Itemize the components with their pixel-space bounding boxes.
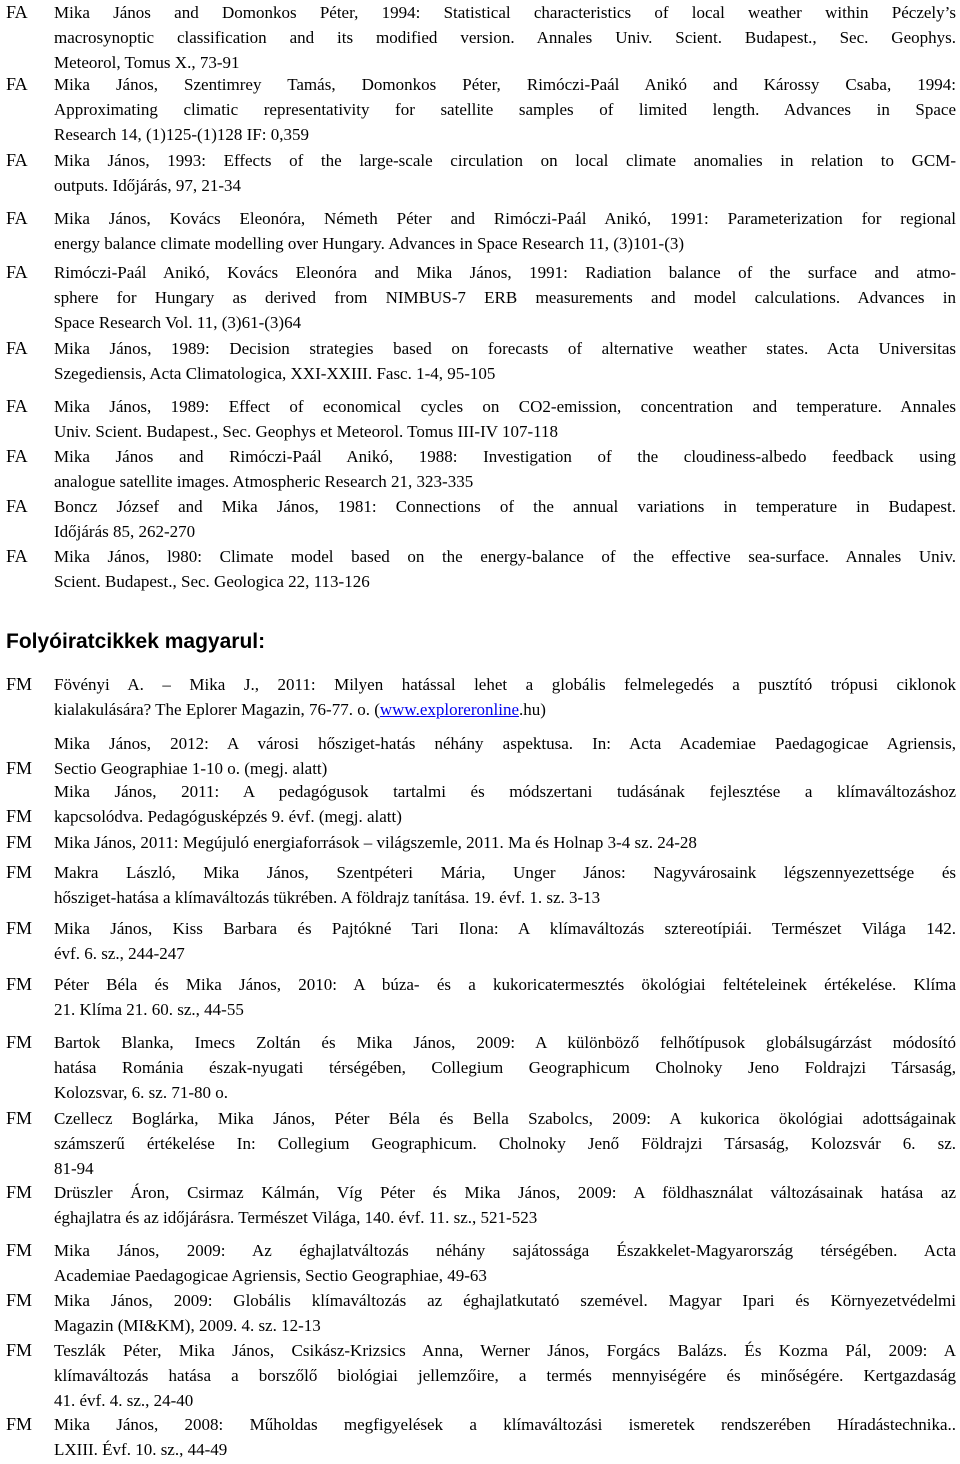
entry-text — [54, 206, 956, 256]
entry-line — [54, 697, 956, 722]
entry-line: 81-94 — [54, 1159, 94, 1178]
entry-line: Szegediensis, Acta Climatologica, XXI-XXIII. Fasc. 1-4, 95-105 — [54, 364, 496, 383]
entry-tag: FA — [6, 546, 28, 566]
entry-tag: FM — [6, 974, 33, 994]
entry-text — [54, 0, 956, 75]
entry-line: Drüszler Áron, Csirmaz Kálmán, Víg Péter és Mika János, 2009: A földhasználat változásainak hatása az — [54, 1183, 956, 1202]
entry-tag: FM — [6, 1182, 33, 1202]
entry-text — [54, 544, 956, 594]
entry-tag: FM — [6, 918, 33, 938]
entry-tag: FA — [6, 2, 28, 22]
entry-line: Scient. Budapest., Sec. Geologica 22, 113-126 — [54, 572, 370, 591]
entry-text — [54, 672, 956, 722]
entry-tag: FM — [6, 1290, 33, 1310]
entry-line: Space Research Vol. 11, (3)61-(3)64 — [54, 313, 302, 332]
entry-tag: FA — [6, 338, 28, 358]
entry-tag: FA — [6, 150, 28, 170]
entry-line: Bartok Blanka, Imecs Zoltán és Mika János, 2009: A különböző felhőtípusok globálsugárzást módosító — [54, 1033, 956, 1052]
entry-tag: FM — [6, 758, 33, 778]
explorer-link[interactable]: www.exploreronline — [379, 700, 519, 719]
entry-text — [54, 1238, 956, 1288]
entry-text — [54, 860, 956, 910]
entry-line: Mika János, 2012: A városi hősziget-hatás néhány aspektusa. In: Acta Academiae Paedagogicae Agriensis, — [54, 734, 956, 753]
entry-line: Időjárás 85, 262-270 — [54, 522, 196, 541]
entry-text — [54, 444, 956, 494]
entry-line: Magazin (MI&KM), 2009. 4. sz. 12-13 — [54, 1316, 321, 1335]
entry-tag: FM — [6, 832, 33, 852]
entry-text — [54, 916, 956, 966]
entry-line: Mika János, 2011: Megújuló energiaforrások – világszemle, 2011. Ma és Holnap 3-4 sz. 24-28 — [54, 833, 697, 852]
entry-tag: FA — [6, 262, 28, 282]
entry-text — [54, 1412, 956, 1462]
entry-line: kapcsolódva. Pedagógusképzés 9. évf. (megj. alatt) — [54, 807, 402, 826]
entry-line: 41. évf. 4. sz., 24-40 — [54, 1391, 194, 1410]
entry-line: hatása Románia észak-nyugati térségében, Collegium Geographicum Cholnoky Jeno Foldrajzi Társaság, — [54, 1058, 956, 1077]
entry-line: Approximating climatic representativity for satellite samples of limited length. Advances in Space — [54, 100, 956, 119]
entry-line: Mika János, 2009: Globális klímaváltozás az éghajlatkutató szemével. Magyar Ipari és Környezetvédelmi — [54, 1291, 956, 1310]
entry-line: Mika János, 1989: Decision strategies based on forecasts of alternative weather states. Acta Universitas — [54, 339, 956, 358]
entry-line: Makra László, Mika János, Szentpéteri Mária, Unger János: Nagyvárosaink légszennyezettsége és — [54, 863, 956, 882]
entry-line: 21. Klíma 21. 60. sz., 44-55 — [54, 1000, 244, 1019]
entry-text — [54, 1106, 956, 1181]
entry-line: éghajlatra és az időjárásra. Természet Világa, 140. évf. 11. sz., 521-523 — [54, 1208, 538, 1227]
entry-line: Mika János, Szentimrey Tamás, Domonkos Péter, Rimóczi-Paál Anikó and Károssy Csaba, 1994: — [54, 75, 956, 94]
entry-line: Academiae Paedagogicae Agriensis, Sectio Geographiae, 49-63 — [54, 1266, 487, 1285]
entry-line: Mika János, 2011: A pedagógusok tartalmi és módszertani tudásának fejlesztése a klímaváltozáshoz — [54, 782, 956, 801]
entry-tag: FM — [6, 862, 33, 882]
entry-line: Univ. Scient. Budapest., Sec. Geophys et Meteorol. Tomus III-IV 107-118 — [54, 422, 559, 441]
entry-text — [54, 972, 956, 1022]
entry-line: klímaváltozás hatása a borszőlő biológiai jellemzőire, a termés mennyiségére és minőségére. Kertgazdaság — [54, 1366, 956, 1385]
entry-tag: FM — [6, 806, 33, 826]
entry-text — [54, 779, 956, 829]
entry-text — [54, 148, 956, 198]
entry-tag: FM — [6, 1240, 33, 1260]
entry-text — [54, 1338, 956, 1413]
entry-text — [54, 830, 956, 855]
entry-text — [54, 1030, 956, 1105]
entry-line: Mika János and Domonkos Péter, 1994: Statistical characteristics of local weather within Péczely’s — [54, 3, 956, 22]
entry-line: Mika János, Kiss Barbara és Pajtókné Tari Ilona: A klímaváltozás sztereotípiái. Természet Világa 142. — [54, 919, 956, 938]
entry-line: Teszlák Péter, Mika János, Csikász-Krizsics Anna, Werner János, Forgács Balázs. És Kozma Pál, 2009: A — [54, 1341, 956, 1360]
entry-line: Péter Béla és Mika János, 2010: A búza- és a kukoricatermesztés ökológiai feltételeinek értékelése. Klíma — [54, 975, 956, 994]
entry-line: Mika János, Kovács Eleonóra, Németh Péter and Rimóczi-Paál Anikó, 1991: Parameterization for regional — [54, 209, 956, 228]
entry-line: évf. 6. sz., 244-247 — [54, 944, 185, 963]
entry-line: Research 14, (1)125-(1)128 IF: 0,359 — [54, 125, 309, 144]
entry-line: energy balance climate modelling over Hungary. Advances in Space Research 11, (3)101-(3) — [54, 234, 685, 253]
entry-line: Mika János, l980: Climate model based on the energy-balance of the effective sea-surface. Annales Univ. — [54, 547, 956, 566]
entry-line: Sectio Geographiae 1-10 o. (megj. alatt) — [54, 759, 328, 778]
entry-line: macrosynoptic classification and its modified version. Annales Univ. Scient. Budapest., Sec. Geophys. — [54, 28, 956, 47]
entry-tag: FM — [6, 1032, 33, 1052]
entry-line: Czellecz Boglárka, Mika János, Péter Béla és Bella Szabolcs, 2009: A kukorica ökológiai adottságainak — [54, 1109, 956, 1128]
entry-text — [54, 72, 956, 147]
entry-line: analogue satellite images. Atmospheric Research 21, 323-335 — [54, 472, 474, 491]
entry-tag: FA — [6, 208, 28, 228]
section-heading: Folyóiratcikkek magyarul: — [6, 630, 266, 653]
entry-line: sphere for Hungary as derived from NIMBUS-7 ERB measurements and model calculations. Advances in — [54, 288, 956, 307]
entry-tag: FM — [6, 1340, 33, 1360]
entry-text — [54, 494, 956, 544]
entry-line: Mika János, 2008: Műholdas megfigyelések a klímaváltozási ismeretek rendszerében Híradástechnika.. — [54, 1415, 956, 1434]
entry-line: outputs. Időjárás, 97, 21-34 — [54, 176, 241, 195]
entry-text — [54, 394, 956, 444]
entry-tag: FA — [6, 396, 28, 416]
entry-line-text: .hu) — [519, 700, 546, 719]
entry-line: Mika János and Rimóczi-Paál Anikó, 1988: Investigation of the cloudiness-albedo feedback using — [54, 447, 956, 466]
entry-tag: FA — [6, 74, 28, 94]
entry-text — [54, 336, 956, 386]
entry-text — [54, 1288, 956, 1338]
entry-line: Mika János, 1993: Effects of the large-scale circulation on local climate anomalies in relation to GCM- — [54, 151, 956, 170]
entry-tag: FM — [6, 1108, 33, 1128]
entry-tag: FA — [6, 496, 28, 516]
entry-line: hősziget-hatása a klímaváltozás tükrében. A földrajz tanítása. 19. évf. 1. sz. 3-13 — [54, 888, 601, 907]
entry-text — [54, 260, 956, 335]
entry-line: Meteorol, Tomus X., 73-91 — [54, 53, 240, 72]
entry-line: számszerű értékelése In: Collegium Geographicum. Cholnoky Jenő Földrajzi Társaság, Kolozsvár 6. sz. — [54, 1134, 956, 1153]
entry-line-text: kialakulására? The Eplorer Magazin, 76-77. o. ( — [54, 700, 380, 719]
entry-line: LXIII. Évf. 10. sz., 44-49 — [54, 1440, 228, 1459]
entry-text — [54, 1180, 956, 1230]
entry-line: Fövényi A. – Mika J., 2011: Milyen hatással lehet a globális felmelegedés a pusztító trópusi ciklonok — [54, 675, 956, 694]
entry-tag: FM — [6, 674, 33, 694]
entry-line: Mika János, 2009: Az éghajlatváltozás néhány sajátossága Északkelet-Magyarország térségében. Acta — [54, 1241, 956, 1260]
entry-line: Boncz József and Mika János, 1981: Connections of the annual variations in temperature in Budapest. — [54, 497, 956, 516]
entry-text — [54, 731, 956, 781]
entry-tag: FM — [6, 1414, 33, 1434]
entry-line: Mika János, 1989: Effect of economical cycles on CO2-emission, concentration and temperature. Annales — [54, 397, 956, 416]
entry-line: Kolozsvar, 6. sz. 71-80 o. — [54, 1083, 229, 1102]
entry-line: Rimóczi-Paál Anikó, Kovács Eleonóra and Mika János, 1991: Radiation balance of the surface and atmo- — [54, 263, 956, 282]
entry-tag: FA — [6, 446, 28, 466]
